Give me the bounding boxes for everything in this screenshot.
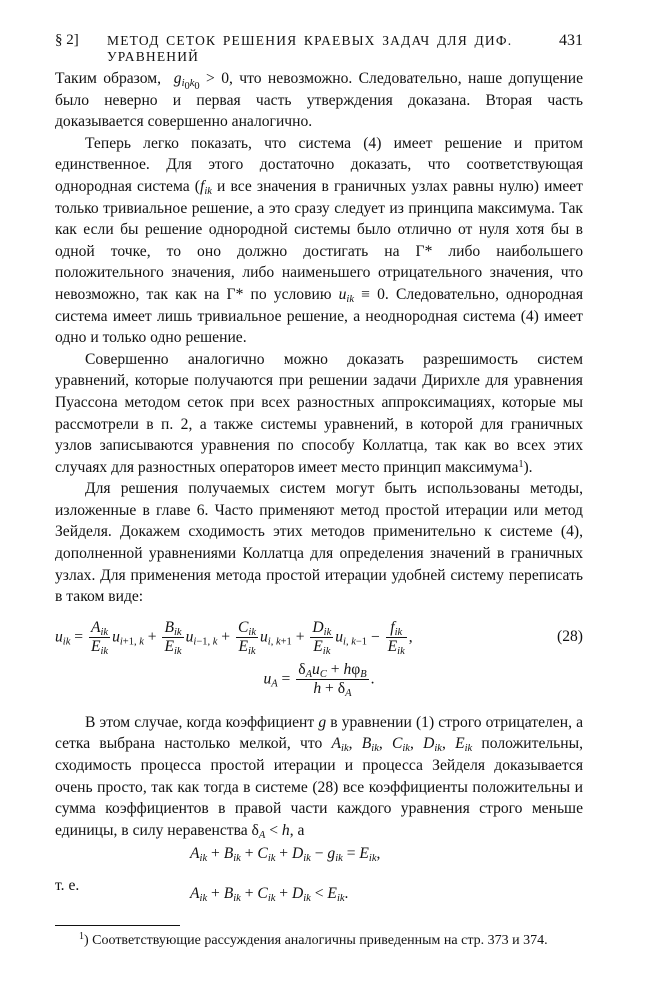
equation-number: (28) [557, 627, 583, 645]
paragraph-2: Теперь легко показать, что система (4) имеет решение и притом единственное. Для этого достаточно доказать, что соответствующая однородная система ($f_{ik}$ и все значения в граничных узлах равны нулю) имеет только тривиальное решение, а это сразу следует из принципа максимума. Так как если бы решение однородной системы было отлично от нуля хотя бы в одной точке, то оно должно достигать на Г* либо наибольшего положительного значения, либо наименьшего отрицательного значения, что невозможно, так как на Г* по условию $u_{ik} \equiv 0$. Следовательно, однородная система имеет лишь тривиальное решение, а неоднородная система (4) имеет одно и только одно решение. [55, 134, 584, 347]
paragraph-5: В этом случае, когда коэффициент g в уравнении (1) строго отрицателен, а сетка выбрана настолько мелкой, что $A_{ik}$, $B_{ik}$, $C_{ik}$, $D_{ik}$, $E_{ik}$ положительны, сходимость процесса простой итерации и процесса Зейделя доказывается очень просто, так как тогда в системе (28) все коэффициенты положительны и сумма коэффициентов в правой части каждого уравнения строго меньше единицы, в силу неравенства $\delta_A < h$, а [55, 713, 583, 841]
paragraph-3: Совершенно аналогично можно доказать разрешимость систем уравнений, которые получаются при решении задачи Дирихле для уравнения Пуассона методом сеток при всех разностных аппроксимациях, которые мы рассмотрели в п. 2, а также системы уравнений, в которой для граничных узлов записываются уравнения по способу Коллатца, так как во всех этих случаях для разностных операторов имеет место принцип максимума$^1$). [55, 350, 583, 476]
equation-28: $u_{ik}$ = $\frac{A_{ik}}{E_{ik}}$ $u_{i+1, k}$ + $\frac{B_{ik}}{E_{ik}}$ $u_{i-1, k}$ + $\frac{C_{ik}}{E_{ik}}$ $u_{i, k+1}$ + $\frac{D_{ik}}{E_{ik}}$ $u_{i, k-1}$ − $\frac{f_{ik}}{E_{ik}}$ , (28) [55, 618, 583, 658]
page-number: 431 [559, 32, 583, 49]
footnote: $^1$) Соответствующие рассуждения аналогичны приведенным на стр. 373 и 374. [79, 931, 548, 949]
running-title: МЕТОД СЕТОК РЕШЕНИЯ КРАЕВЫХ ЗАДАЧ ДЛЯ ДИФ. УРАВНЕНИЙ [107, 33, 513, 64]
page [55, 32, 583, 950]
page-header [55, 32, 583, 64]
section-mark: § 2] [55, 32, 79, 48]
paragraph-4: Для решения получаемых систем могут быть использованы методы, изложенные в главе 6. Часто применяют метод простой итерации или метод Зейделя. Докажем сходимость этих методов применительно к системе (4), дополненной уравнениями Коллатца для определения значений в граничных узлах. Для применения метода простой итерации удобней систему переписать в таком виде: [55, 480, 583, 606]
equation-boundary: $u_A$ = $\frac{\delta_Au_C + h\varphi_B}{h + \delta_A}$ . [263, 660, 375, 700]
formula-g-ik: g [173, 70, 182, 87]
footnote-ref: 1 [518, 458, 524, 470]
equation-coefficient-sum: $A_{ik} + B_{ik} + C_{ik} + D_{ik} - g_{ik} = E_{ik}$, [190, 845, 381, 865]
footnote-rule [55, 925, 180, 926]
equation-inequality: т. е. $A_{ik} + B_{ik} + C_{ik} + D_{ik} < E_{ik}$. [55, 877, 349, 905]
ie-label: т. е. [55, 877, 80, 895]
paragraph-1: Таким образом, $g_{i_0k_0} > 0$, что невозможно. Следовательно, наше допущение было неверно и первая часть утверждения доказана. Вторая часть доказывается совершенно аналогично. [55, 70, 583, 131]
footnote-mark: 1 [79, 931, 84, 943]
